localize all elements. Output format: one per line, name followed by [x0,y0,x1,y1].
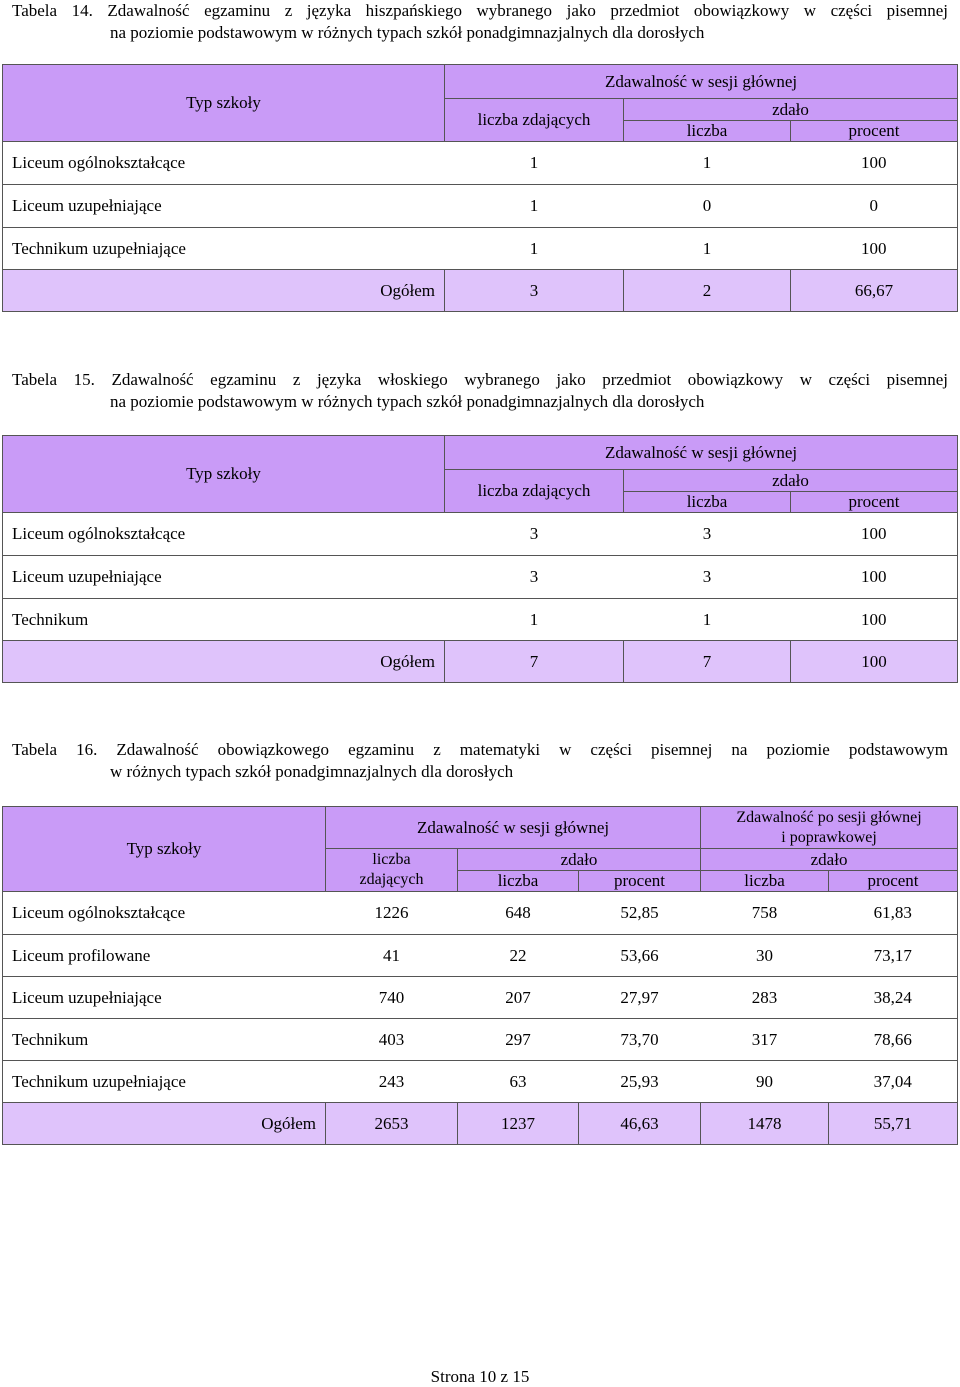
row-percent-after: 73,17 [829,935,958,977]
row-school-name: Technikum [3,1019,326,1061]
table-14 [2,64,958,312]
row-takers: 243 [326,1061,458,1103]
row-school-name: Liceum profilowane [3,935,326,977]
row-percent-after: 37,04 [829,1061,958,1103]
header-percent: procent [579,871,701,892]
row-percent-after: 78,66 [829,1019,958,1061]
row-percent: 27,97 [579,977,701,1019]
header-count: liczba [458,871,579,892]
row-school-name: Liceum ogólnokształcące [3,513,445,556]
row-percent: 0 [791,185,958,228]
row-takers: 1 [445,599,624,641]
row-school-name: Technikum uzupełniające [3,1061,326,1103]
header-takers: liczba zdających [445,99,624,142]
row-count-after: 90 [701,1061,829,1103]
table-15 [2,435,958,683]
row-count: 297 [458,1019,579,1061]
row-count: 3 [624,513,791,556]
table-row [3,935,958,977]
total-count: 7 [624,641,791,683]
header-takers [326,849,458,892]
header-takers-line1: liczba [372,851,411,868]
caption-prefix: Tabela 16. [12,740,98,759]
header-passed: zdało [458,849,701,871]
header-passed-after: zdało [701,849,958,871]
header-school-type: Typ szkoły [3,65,445,142]
total-percent-after: 55,71 [829,1103,958,1145]
header-count: liczba [624,121,791,142]
caption-title: Zdawalność egzaminu z języka włoskiego wybranego jako przedmiot obowiązkowy w części pisemnej [111,370,949,389]
row-count-after: 317 [701,1019,829,1061]
row-takers: 3 [445,513,624,556]
table-row [3,513,958,556]
total-label: Ogółem [3,270,445,312]
row-count: 22 [458,935,579,977]
table-14-caption [12,0,948,44]
caption-title: Zdawalność egzaminu z języka hiszpańskiego wybranego jako przedmiot obowiązkowy w części pisemnej [107,1,949,20]
header-after-session-line1: Zdawalność po sesji głównej [736,808,922,826]
header-passed: zdało [624,470,958,492]
row-percent: 53,66 [579,935,701,977]
caption-prefix: Tabela 14. [12,1,93,20]
row-count: 1 [624,599,791,641]
row-percent: 100 [791,142,958,185]
total-takers: 3 [445,270,624,312]
total-count: 1237 [458,1103,579,1145]
caption-title-cont: w różnych typach szkół ponadgimnazjalnych dla dorosłych [110,762,514,781]
row-percent-after: 61,83 [829,892,958,935]
header-count-after: liczba [701,871,829,892]
row-percent: 25,93 [579,1061,701,1103]
row-count: 3 [624,556,791,599]
row-count-after: 30 [701,935,829,977]
total-count-after: 1478 [701,1103,829,1145]
total-label: Ogółem [3,1103,326,1145]
row-school-name: Liceum ogólnokształcące [3,142,445,185]
header-main-session: Zdawalność w sesji głównej [445,436,958,470]
row-percent: 100 [791,556,958,599]
table-row [3,1019,958,1061]
row-school-name: Liceum uzupełniające [3,977,326,1019]
row-count: 207 [458,977,579,1019]
row-takers: 1226 [326,892,458,935]
row-percent: 100 [791,599,958,641]
row-percent: 52,85 [579,892,701,935]
table-15-caption [12,369,948,413]
table-row [3,228,958,270]
total-count: 2 [624,270,791,312]
total-percent: 66,67 [791,270,958,312]
table-row [3,892,958,935]
row-takers: 740 [326,977,458,1019]
total-percent: 46,63 [579,1103,701,1145]
caption-title-cont: na poziomie podstawowym w różnych typach szkół ponadgimnazjalnych dla dorosłych [110,23,705,42]
header-count: liczba [624,492,791,513]
header-passed: zdało [624,99,958,121]
row-takers: 1 [445,185,624,228]
table-row [3,185,958,228]
total-takers: 2653 [326,1103,458,1145]
row-count: 1 [624,142,791,185]
row-school-name: Liceum uzupełniające [3,185,445,228]
table-row [3,1061,958,1103]
table-16-caption [12,739,948,783]
header-takers-line2: zdających [359,871,424,888]
table-16 [2,806,958,1145]
header-takers: liczba zdających [445,470,624,513]
row-school-name: Liceum uzupełniające [3,556,445,599]
row-count-after: 758 [701,892,829,935]
header-percent-after: procent [829,871,958,892]
row-percent: 100 [791,228,958,270]
caption-title: Zdawalność obowiązkowego egzaminu z matematyki w części pisemnej na poziomie podstawowym [116,740,948,759]
row-school-name: Technikum uzupełniające [3,228,445,270]
row-percent: 100 [791,513,958,556]
total-row [3,1103,958,1145]
row-count: 0 [624,185,791,228]
row-takers: 3 [445,556,624,599]
total-row [3,270,958,312]
row-count: 1 [624,228,791,270]
page-footer: Strona 10 z 15 [430,1367,530,1386]
row-count: 63 [458,1061,579,1103]
header-school-type: Typ szkoły [3,436,445,513]
row-school-name: Technikum [3,599,445,641]
row-takers: 1 [445,142,624,185]
total-label: Ogółem [3,641,445,683]
header-after-session [701,807,958,849]
row-takers: 403 [326,1019,458,1061]
row-takers: 41 [326,935,458,977]
table-row [3,977,958,1019]
header-percent: procent [791,492,958,513]
row-percent: 73,70 [579,1019,701,1061]
header-school-type: Typ szkoły [3,807,326,892]
header-main-session: Zdawalność w sesji głównej [445,65,958,99]
header-main-session: Zdawalność w sesji głównej [326,807,701,849]
total-row [3,641,958,683]
header-after-session-line2: i poprawkowej [781,828,877,846]
table-row [3,599,958,641]
row-count: 648 [458,892,579,935]
row-count-after: 283 [701,977,829,1019]
table-row [3,556,958,599]
row-percent-after: 38,24 [829,977,958,1019]
row-takers: 1 [445,228,624,270]
row-school-name: Liceum ogólnokształcące [3,892,326,935]
total-percent: 100 [791,641,958,683]
caption-title-cont: na poziomie podstawowym w różnych typach szkół ponadgimnazjalnych dla dorosłych [110,392,705,411]
caption-prefix: Tabela 15. [12,370,95,389]
header-percent: procent [791,121,958,142]
total-takers: 7 [445,641,624,683]
table-row [3,142,958,185]
